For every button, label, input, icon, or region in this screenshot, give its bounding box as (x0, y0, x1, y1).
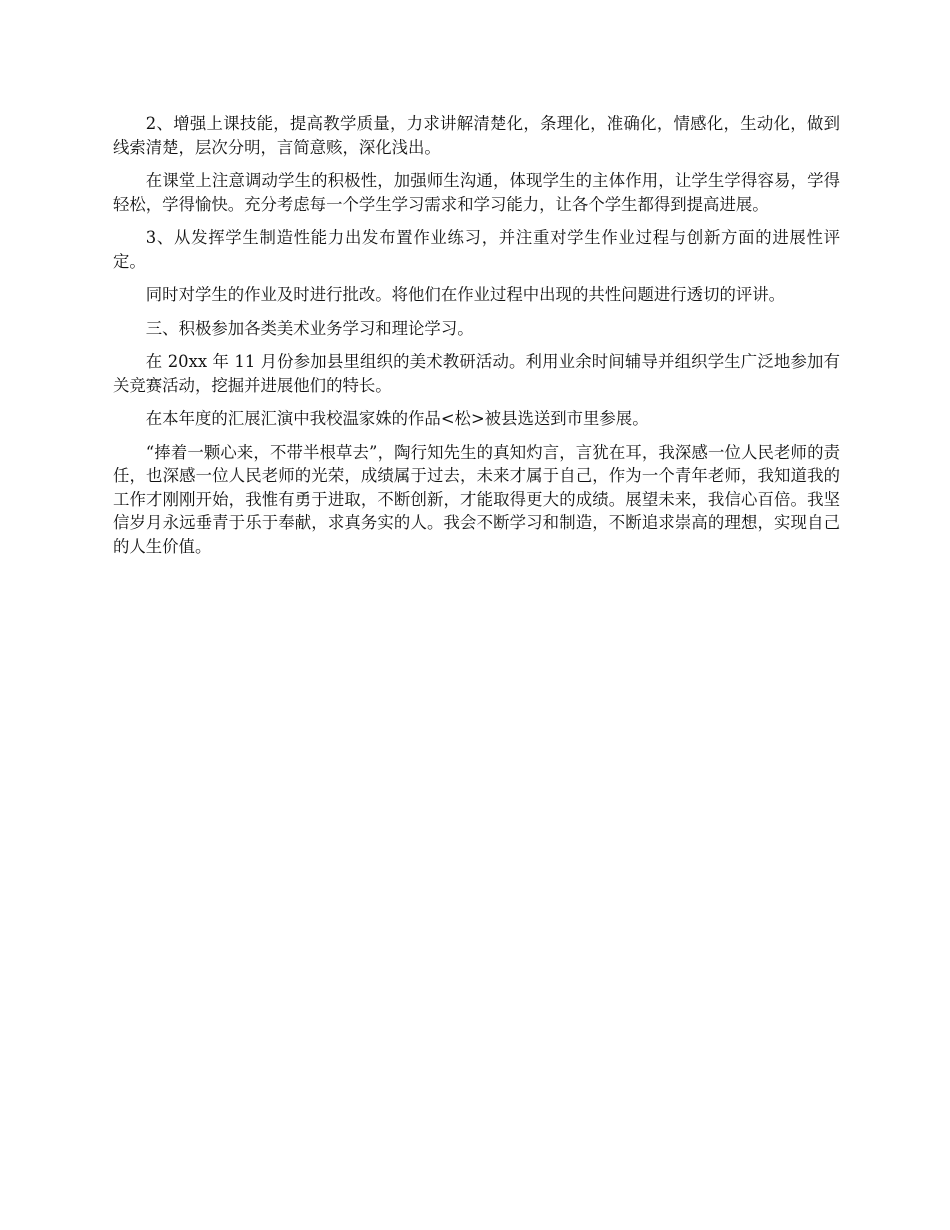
paragraph-1: 2、增强上课技能，提高教学质量，力求讲解清楚化，条理化，准确化，情感化，生动化，做到线索清楚，层次分明，言简意赅，深化浅出。 (113, 114, 840, 157)
document-body (113, 112, 840, 568)
paragraph-7: “捧着一颗心来，不带半根草去”，陶行知先生的真知灼言，言犹在耳，我深感一位人民老师的责任，也深感一位人民老师的光荣，成绩属于过去，未来才属于自己，作为一个青年老师，我知道我的工作才刚刚开始，我惟有勇于进取，不断创新，才能取得更大的成绩。展望未来，我信心百倍。我坚信岁月永远垂青于乐于奉献，求真务实的人。我会不断学习和制造，不断追求崇高的理想，实现自己的人生价值。 (113, 442, 840, 556)
paragraph-4: 同时对学生的作业及时进行批改。将他们在作业过程中出现的共性问题进行透切的评讲。 (145, 285, 786, 304)
paragraph-3: 3、从发挥学生制造性能力出发布置作业练习，并注重对学生作业过程与创新方面的进展性评定。 (113, 228, 840, 271)
paragraph-5: 在 20xx 年 11 月份参加县里组织的美术教研活动。利用业余时间辅导并组织学生广泛地参加有关竞赛活动，挖掘并进展他们的特长。 (113, 352, 840, 395)
paragraph-2: 在课堂上注意调动学生的积极性，加强师生沟通，体现学生的主体作用，让学生学得容易，学得轻松，学得愉快。充分考虑每一个学生学习需求和学习能力，让各个学生都得到提高进展。 (113, 171, 840, 214)
paragraph-6: 在本年度的汇展汇演中我校温家姝的作品<松>被县选送到市里参展。 (145, 409, 649, 428)
section-heading-3: 三、积极参加各类美术业务学习和理论学习。 (145, 318, 474, 338)
